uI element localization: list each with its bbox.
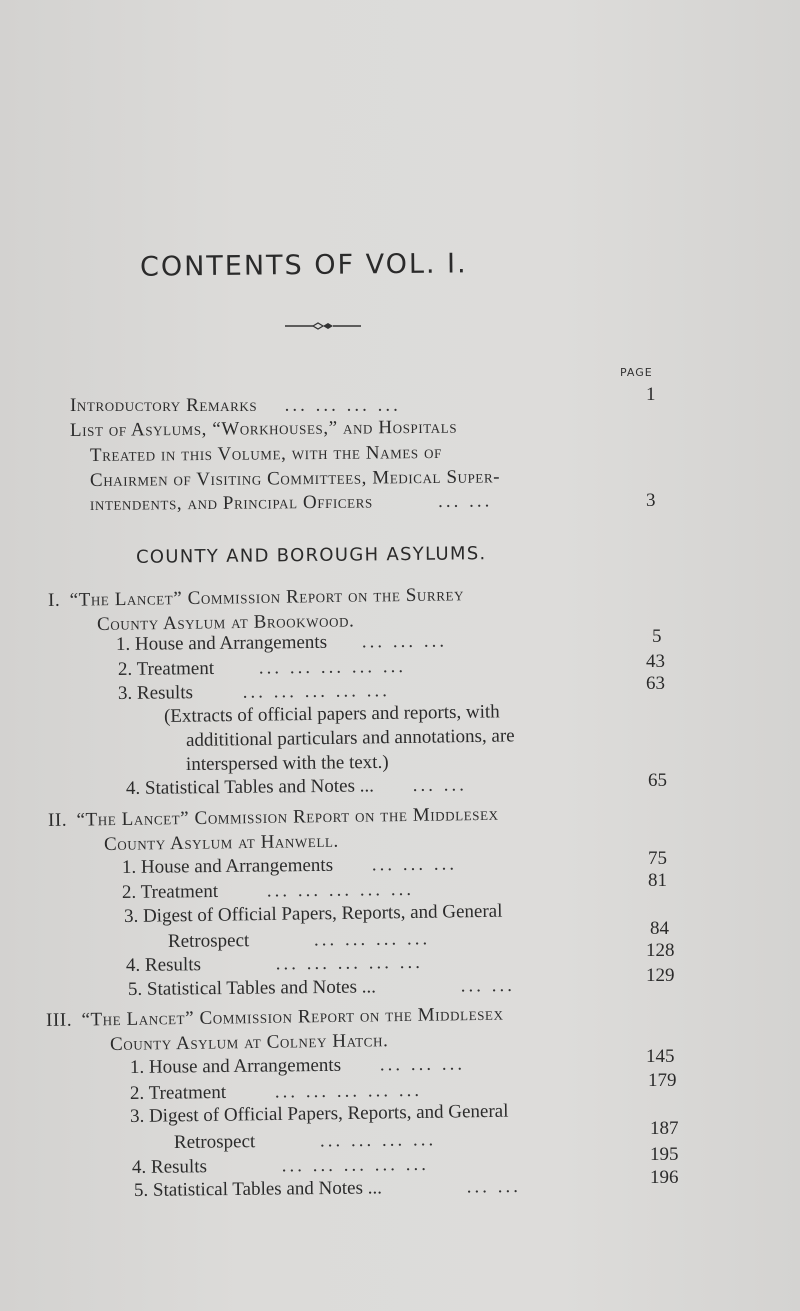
dot-leader: ... ... ... — [379, 1053, 466, 1076]
page-number: 129 — [646, 965, 675, 986]
toc-item — [134, 1176, 521, 1202]
page-number: 3 — [646, 490, 656, 511]
page-number: 75 — [648, 848, 667, 869]
report-numeral: II. — [47, 809, 68, 831]
dot-leader: ... ... — [438, 490, 493, 512]
item-label: 3. Results — [117, 682, 194, 704]
report-subtitle: County Asylum at Colney Hatch. — [109, 1030, 389, 1055]
report-subtitle: County Asylum at Hanwell. — [103, 830, 339, 855]
report-title: “The Lancet” Commission Report on the Surrey — [69, 584, 465, 611]
toc-item — [130, 1080, 422, 1105]
dot-leader: ... ... — [412, 774, 468, 796]
page-number: 81 — [648, 870, 667, 891]
toc-item — [126, 774, 467, 800]
item-label: 2. Treatment — [117, 657, 215, 680]
toc-item — [168, 928, 430, 953]
item-label: Retrospect — [173, 1131, 256, 1153]
item-label: Retrospect — [167, 930, 250, 952]
toc-item: 3. Digest of Official Papers, Reports, and General — [123, 900, 503, 927]
page-column-label: PAGE — [620, 366, 653, 379]
page-number: 128 — [646, 940, 675, 961]
item-label: 4. Statistical Tables and Notes ... — [125, 775, 375, 799]
report-heading — [46, 1004, 504, 1032]
dot-leader: ... ... ... ... — [284, 395, 401, 416]
toc-item — [122, 853, 457, 879]
toc-item — [174, 1129, 436, 1154]
report-heading — [48, 804, 499, 832]
toc-item — [130, 1053, 465, 1079]
page-number: 187 — [650, 1118, 679, 1139]
entry-line: List of Asylums, “Workhouses,” and Hospitals — [69, 416, 458, 441]
toc-item — [118, 680, 390, 705]
item-label: 4. Results — [131, 1156, 208, 1178]
entry-line — [90, 490, 493, 516]
toc-item — [132, 1154, 429, 1179]
entry-line: Chairmen of Visiting Committees, Medical Super- — [89, 466, 501, 491]
note-line: interspersed with the text.) — [185, 751, 389, 775]
entry-label: intendents, and Principal Officers — [89, 491, 373, 515]
page-number: 145 — [646, 1046, 675, 1067]
dot-leader: ... ... ... ... ... — [266, 878, 415, 902]
note-line: addititional particulars and annotations, are — [185, 725, 515, 751]
item-label: 1. House and Arrangements — [121, 854, 334, 878]
dot-leader: ... ... ... ... ... — [274, 1079, 423, 1103]
dot-leader: ... ... — [466, 1175, 522, 1198]
entry-label: Introductory Remarks — [70, 395, 258, 416]
toc-item — [116, 631, 447, 656]
report-subtitle: County Asylum at Brookwood. — [96, 610, 355, 635]
report-numeral: I. — [47, 589, 61, 611]
item-label: 2. Treatment — [121, 880, 219, 903]
decorative-rule-icon — [283, 319, 363, 333]
section-heading: COUNTY AND BOROUGH ASYLUMS. — [135, 543, 487, 568]
dot-leader: ... ... ... ... ... — [258, 655, 407, 679]
toc-item — [126, 952, 423, 977]
toc-item — [118, 656, 406, 681]
report-numeral: III. — [45, 1009, 73, 1031]
page-number: 195 — [650, 1144, 679, 1165]
dot-leader: ... ... ... ... — [313, 928, 431, 951]
page-number: 1 — [646, 384, 656, 405]
item-label: 1. House and Arrangements — [129, 1054, 342, 1078]
page-title: CONTENTS OF VOL. I. — [139, 248, 468, 283]
dot-leader: ... ... ... ... — [319, 1129, 437, 1152]
note-line: (Extracts of official papers and reports, with — [163, 701, 500, 727]
page-number: 65 — [648, 770, 667, 791]
dot-leader: ... ... ... ... ... — [242, 680, 391, 703]
item-label: 5. Statistical Tables and Notes ... — [133, 1177, 383, 1201]
report-title: “The Lancet” Commission Report on the Middlesex — [81, 1003, 504, 1031]
dot-leader: ... ... ... — [371, 853, 458, 876]
toc-item — [122, 879, 414, 904]
toc-item: 3. Digest of Official Papers, Reports, and General — [129, 1100, 509, 1127]
page-number: 84 — [650, 918, 669, 939]
item-label: 5. Statistical Tables and Notes ... — [127, 976, 377, 1000]
item-label: 2. Treatment — [129, 1081, 227, 1104]
item-label: 4. Results — [125, 954, 202, 976]
page-number: 43 — [646, 651, 665, 672]
report-heading — [48, 584, 464, 612]
page-number: 63 — [646, 673, 665, 694]
page-number: 5 — [652, 626, 662, 647]
report-title: “The Lancet” Commission Report on the Middlesex — [76, 803, 499, 831]
item-label: 1. House and Arrangements — [115, 631, 328, 655]
page-number: 179 — [648, 1070, 677, 1091]
dot-leader: ... ... ... — [361, 630, 448, 653]
toc-entry-introductory-remarks — [70, 395, 401, 417]
dot-leader: ... ... ... ... ... — [281, 1153, 430, 1177]
dot-leader: ... ... ... ... ... — [275, 951, 424, 975]
page-number: 196 — [650, 1167, 679, 1188]
dot-leader: ... ... — [460, 974, 516, 997]
entry-line: Treated in this Volume, with the Names of — [89, 441, 442, 466]
toc-item — [128, 975, 515, 1001]
